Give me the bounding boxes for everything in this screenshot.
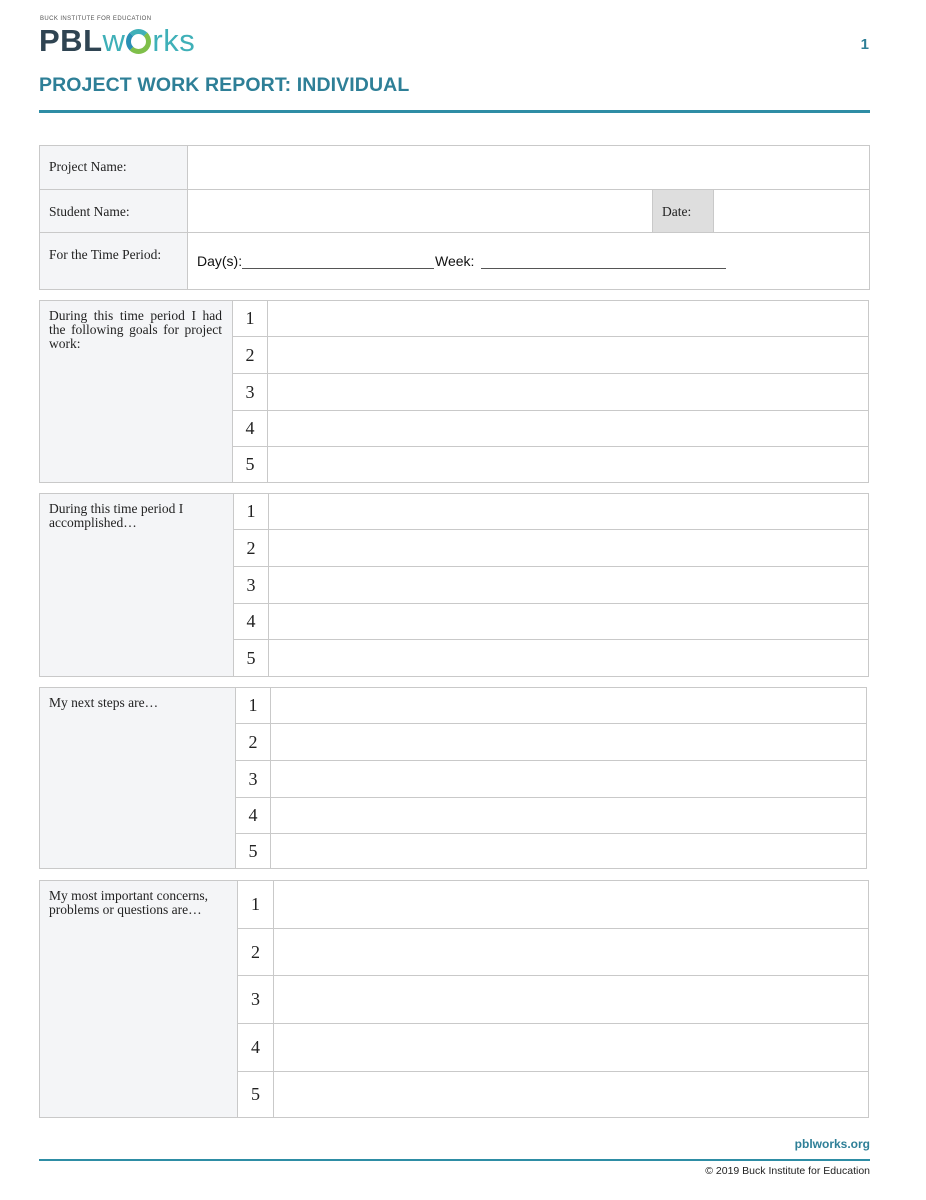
logo-tagline: BUCK INSTITUTE FOR EDUCATION: [40, 16, 152, 22]
concerns-section: [39, 880, 869, 1118]
student-name-label: Student Name:: [40, 190, 188, 232]
row-number: 5: [233, 447, 268, 482]
pblworks-logo: [39, 24, 195, 58]
row-number: 2: [236, 724, 271, 760]
concerns-field-5[interactable]: [274, 1072, 868, 1117]
row-number: 4: [234, 604, 269, 639]
project-name-row: [40, 146, 869, 190]
week-label: Week:: [435, 253, 475, 269]
concerns-row-3: [238, 976, 868, 1024]
goals-row-1: [233, 301, 868, 337]
page-title: PROJECT WORK REPORT: INDIVIDUAL: [39, 74, 410, 96]
row-number: 3: [234, 567, 269, 603]
row-number: 2: [238, 929, 274, 975]
accomplished-field-3[interactable]: [269, 567, 868, 603]
row-number: 5: [236, 834, 271, 868]
next-steps-row-1: [236, 688, 866, 724]
goals-row-2: [233, 337, 868, 374]
concerns-row-2: [238, 929, 868, 976]
accomplished-row-4: [234, 604, 868, 640]
row-number: 4: [236, 798, 271, 833]
next-steps-field-5[interactable]: [271, 834, 866, 868]
project-name-label: Project Name:: [40, 146, 188, 189]
next-steps-label: My next steps are…: [40, 688, 236, 868]
next-steps-row-4: [236, 798, 866, 834]
next-steps-section: [39, 687, 867, 869]
accomplished-row-1: [234, 494, 868, 530]
row-number: 1: [234, 494, 269, 529]
logo-pbl-text: PBL: [39, 23, 103, 58]
row-number: 5: [238, 1072, 274, 1117]
goals-field-1[interactable]: [268, 301, 868, 336]
concerns-field-3[interactable]: [274, 976, 868, 1023]
next-steps-row-2: [236, 724, 866, 761]
accomplished-row-3: [234, 567, 868, 604]
accomplished-label: During this time period I accomplished…: [40, 494, 234, 676]
next-steps-row-3: [236, 761, 866, 798]
concerns-label: My most important concerns, problems or questions are…: [40, 881, 238, 1117]
goals-field-5[interactable]: [268, 447, 868, 482]
row-number: 2: [234, 530, 269, 566]
student-name-row: [40, 190, 869, 233]
row-number: 3: [238, 976, 274, 1023]
accomplished-row-5: [234, 640, 868, 676]
concerns-row-1: [238, 881, 868, 929]
days-label: Day(s):: [197, 253, 243, 269]
accomplished-field-4[interactable]: [269, 604, 868, 639]
page-number: 1: [860, 36, 869, 53]
next-steps-row-5: [236, 834, 866, 868]
row-number: 2: [233, 337, 268, 373]
concerns-row-4: [238, 1024, 868, 1072]
goals-field-4[interactable]: [268, 411, 868, 446]
row-number: 1: [236, 688, 271, 723]
row-number: 4: [238, 1024, 274, 1071]
concerns-field-2[interactable]: [274, 929, 868, 975]
accomplished-field-2[interactable]: [269, 530, 868, 566]
row-number: 1: [238, 881, 274, 928]
header: [39, 14, 870, 64]
logo-rks-text: rks: [152, 23, 196, 58]
logo-w-text: w: [102, 23, 126, 58]
goals-field-3[interactable]: [268, 374, 868, 410]
next-steps-field-1[interactable]: [271, 688, 866, 723]
time-period-row: [40, 233, 869, 289]
date-label: Date:: [652, 190, 714, 232]
next-steps-field-2[interactable]: [271, 724, 866, 760]
row-number: 4: [233, 411, 268, 446]
goals-row-4: [233, 411, 868, 447]
concerns-row-5: [238, 1072, 868, 1117]
goals-section: [39, 300, 869, 483]
logo-ring-icon: [126, 29, 151, 54]
goals-row-5: [233, 447, 868, 482]
row-number: 3: [236, 761, 271, 797]
accomplished-section: [39, 493, 869, 677]
days-field[interactable]: [242, 268, 434, 269]
footer-url[interactable]: pblworks.org: [794, 1137, 870, 1151]
accomplished-field-5[interactable]: [269, 640, 868, 676]
row-number: 1: [233, 301, 268, 336]
copyright: © 2019 Buck Institute for Education: [705, 1165, 870, 1177]
next-steps-field-3[interactable]: [271, 761, 866, 797]
concerns-field-4[interactable]: [274, 1024, 868, 1071]
goals-field-2[interactable]: [268, 337, 868, 373]
row-number: 3: [233, 374, 268, 410]
info-table: [39, 145, 870, 290]
goals-row-3: [233, 374, 868, 411]
next-steps-field-4[interactable]: [271, 798, 866, 833]
accomplished-row-2: [234, 530, 868, 567]
row-number: 5: [234, 640, 269, 676]
footer-divider: [39, 1159, 870, 1161]
accomplished-field-1[interactable]: [269, 494, 868, 529]
week-field[interactable]: [481, 268, 726, 269]
concerns-field-1[interactable]: [274, 881, 868, 928]
goals-label: During this time period I had the following goals for project work:: [40, 301, 233, 482]
title-divider: [39, 110, 870, 113]
time-period-label: For the Time Period:: [40, 233, 188, 289]
